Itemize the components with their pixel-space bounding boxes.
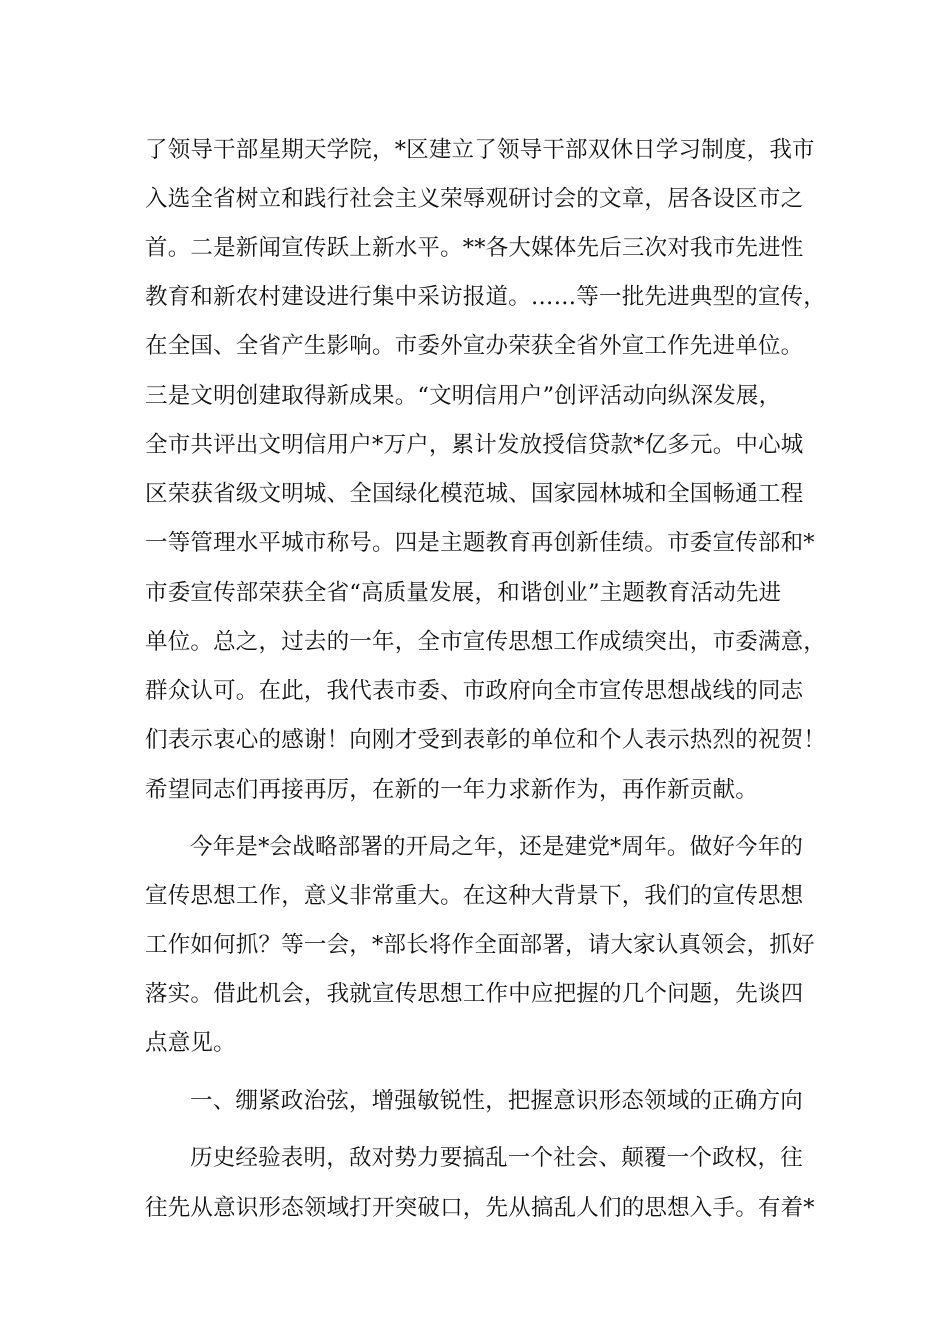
text-line: 希望同志们再接再厉，在新的一年力求新作为，再作新贡献。 — [145, 777, 758, 803]
text-line: 落实。借此机会，我就宣传思想工作中应把握的几个问题，先谈四 — [145, 981, 804, 1007]
section-heading: 一、绷紧政治弦，增强敏锐性，把握意识形态领域的正确方向 — [190, 1088, 803, 1114]
text-line: 单位。总之，过去的一年，全市宣传思想工作成绩突出，市委满意， — [145, 629, 827, 655]
text-line: 区荣获省级文明城、全国绿化模范城、国家园林城和全国畅通工程 — [145, 481, 804, 507]
text-line: 了领导干部星期天学院，*区建立了领导干部双休日学习制度，我市 — [145, 137, 815, 163]
paragraph-first-line: 今年是*会战略部署的开局之年，还是建党*周年。做好今年的 — [190, 834, 804, 860]
text-line: 三是文明创建取得新成果。“文明信用户”创评活动向纵深发展， — [145, 383, 782, 409]
text-line: 全市共评出文明信用户*万户，累计发放授信贷款*亿多元。中心城 — [145, 432, 804, 458]
text-line: 教育和新农村建设进行集中采访报道。……等一批先进典型的宣传， — [145, 284, 827, 310]
text-line: 点意见。 — [145, 1030, 236, 1056]
text-line: 在全国、全省产生影响。市委外宣办荣获全省外宣工作先进单位。 — [145, 333, 804, 359]
text-line: 首。二是新闻宣传跃上新水平。**各大媒体先后三次对我市先进性 — [145, 235, 804, 261]
text-line: 入选全省树立和践行社会主义荣辱观研讨会的文章，居各设区市之 — [145, 186, 804, 212]
text-line: 们表示衷心的感谢！向刚才受到表彰的单位和个人表示热烈的祝贺！ — [145, 727, 827, 753]
text-line: 宣传思想工作，意义非常重大。在这种大背景下，我们的宣传思想 — [145, 883, 804, 909]
text-line: 一等管理水平城市称号。四是主题教育再创新佳绩。市委宣传部和* — [145, 530, 815, 556]
text-line: 工作如何抓？等一会，*部长将作全面部署，请大家认真领会，抓好 — [145, 932, 815, 958]
text-line: 群众认可。在此，我代表市委、市政府向全市宣传思想战线的同志 — [145, 678, 804, 704]
paragraph-first-line: 历史经验表明，敌对势力要搞乱一个社会、颠覆一个政权，往 — [190, 1145, 803, 1171]
text-line: 市委宣传部荣获全省“高质量发展，和谐创业”主题教育活动先进 — [145, 580, 782, 606]
text-line: 往先从意识形态领域打开突破口，先从搞乱人们的思想入手。有着* — [145, 1195, 815, 1221]
